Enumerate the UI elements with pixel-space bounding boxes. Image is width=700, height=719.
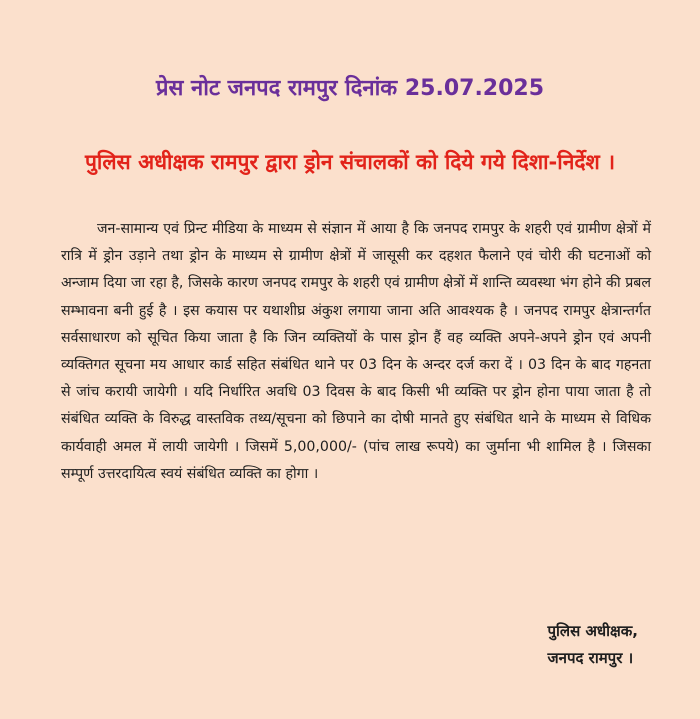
press-note-title: प्रेस नोट जनपद रामपुर दिनांक 25.07.2025 — [155, 76, 545, 101]
signature-district: जनपद रामपुर । — [547, 649, 634, 667]
body-paragraph: जन-सामान्य एवं प्रिन्ट मीडिया के माध्यम से संज्ञान में आया है कि जनपद रामपुर के शहरी एवं ग्रामीण क्षेत्रों में रात्रि में ड्रोन उड़ाने तथा ड्रोन के माध्यम से ग्रामीण क्षेत्रों में जासूसी कर दहशत फैलाने एवं चोरी की घटनाओं को अन्जाम दिया जा रहा है, जिसके कारण जनपद रामपुर के शहरी एवं ग्रामीण क्षेत्रों में शान्ति व्यवस्था भंग होने की प्रबल सम्भावना बनी हुई है । इस कयास पर यथाशीघ्र अंकुश लगाया जाना अति आवश्यक है । जनपद रामपुर क्षेत्रान्तर्गत सर्वसाधारण को सूचित किया जाता है कि जिन व्यक्तियों के पास ड्रोन हैं वह व्यक्ति अपने-अपने ड्रोन एवं अपनी व्यक्तिगत सूचना मय आधार कार्ड सहित संबंधित थाने पर 03 दिन के अन्दर दर्ज करा दें । 03 दिन के बाद गहनता से जांच करायी जायेगी । यदि निर्धारित अवधि 03 दिवस के बाद किसी भी व्यक्ति पर ड्रोन होना पाया जाता है तो संबंधित व्यक्ति के विरुद्ध वास्तविक तथ्य/सूचना को छिपाने का दोषी मानते हुए संबंधित थाने के माध्यम से विधिक कार्यवाही अमल में लायी जायेगी । जिसमें 5,00,000/- (पांच लाख रूपये) का जुर्माना भी शामिल है । जिसका सम्पूर्ण उत्तरदायित्व स्वयं संबंधित व्यक्ति का होगा । — [61, 221, 651, 482]
signature-block — [548, 618, 638, 672]
press-note-body — [61, 216, 651, 488]
signature-designation: पुलिस अधीक्षक, — [547, 622, 638, 640]
subject-heading: पुलिस अधीक्षक रामपुर द्वारा ड्रोन संचालकों को दिये गये दिशा-निर्देश । — [84, 150, 616, 174]
